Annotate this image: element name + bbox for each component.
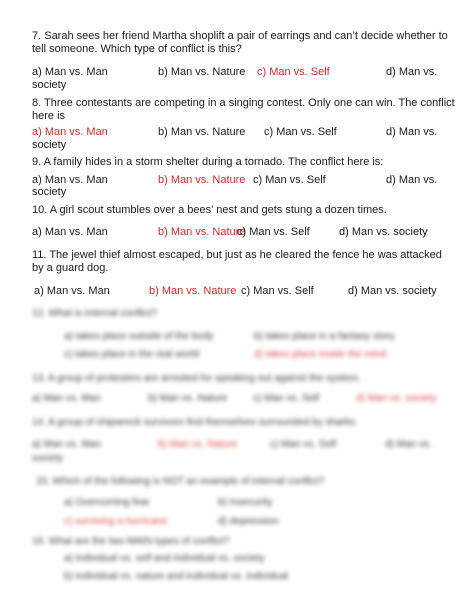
q8-text-line1: 8. Three contestants are competing in a singing contest. Only one can win. The conflict [32,97,455,109]
q9-text-line1: 9. A family hides in a storm shelter during a tornado. The conflict here is: [32,156,384,168]
q11-option-a: a) Man vs. Man [34,285,110,297]
q14-option-a: a) Man vs. Man [32,439,101,450]
q14-option-d: d) Man vs. [385,439,432,450]
q8-option-d-cont: society [32,139,67,151]
q7-option-a: a) Man vs. Man [32,66,108,78]
q7-option-d: d) Man vs. [386,66,438,78]
q11-option-b-answer: b) Man vs. Nature [149,285,237,297]
q12-text-line1: 12. What is internal conflict? [32,308,158,319]
q12-option-a: a) takes place outside of the body [64,331,214,342]
q9-option-d: d) Man vs. [386,174,438,186]
q11-text-line1: 11. The jewel thief almost escaped, but just as he cleared the fence he was attacked [32,249,442,261]
q16-text-line1: 16. What are the two MAIN types of conflict? [32,536,230,547]
q14-text-line1: 14. A group of shipwreck survivors find themselves surrounded by sharks. [32,417,358,428]
q15-option-a: a) Overcoming fear [64,497,150,508]
q7-option-d-cont: society [32,79,67,91]
q12-option-d-answer: d) takes place inside the mind [254,349,387,360]
q8-option-b: b) Man vs. Nature [158,126,246,138]
q13-option-b: b) Man vs. Nature [148,393,228,404]
q10-option-d: d) Man vs. society [339,226,428,238]
q14-option-c: c) Man vs. Self [270,439,337,450]
q7-option-c-answer: c) Man vs. Self [257,66,330,78]
q13-option-d-answer: d) Man vs. society [356,393,437,404]
q10-option-b-answer: b) Man vs. Nature [158,226,246,238]
q7-text-line2: tell someone. Which type of conflict is this? [32,43,242,55]
q10-option-a: a) Man vs. Man [32,226,108,238]
q15-option-b: b) Insecurity [218,497,273,508]
q15-option-c-answer: c) surviving a hurricane [64,516,168,527]
q14-option-b-answer: b) Man vs. Nature [158,439,238,450]
q13-text-line1: 13. A group of protesters are arrested for speaking out against the system. [32,373,361,384]
q11-option-c: c) Man vs. Self [241,285,314,297]
q16-option-b: b) individual vs. nature and individual vs. individual [64,571,289,582]
q10-option-c: c) Man vs. Self [237,226,310,238]
q12-option-b: b) takes place in a fantasy story [254,331,395,342]
q7-option-b: b) Man vs. Nature [158,66,246,78]
q8-option-a-answer: a) Man vs. Man [32,126,108,138]
q7-text-line1: 7. Sarah sees her friend Martha shoplift a pair of earrings and can’t decide whether to [32,30,448,42]
q10-text-line1: 10. A girl scout stumbles over a bees’ nest and gets stung a dozen times. [32,204,387,216]
q9-option-a: a) Man vs. Man [32,174,108,186]
q8-text-line2: here is [32,110,66,122]
q11-text-line2: by a guard dog. [32,262,109,274]
q13-option-a: a) Man vs. Man [32,393,101,404]
q13-option-c: c) Man vs. Self [253,393,320,404]
q15-text-line1: 15. Which of the following is NOT an example of internal conflict? [36,476,325,487]
q15-option-d: d) depression [218,516,279,527]
q11-option-d: d) Man vs. society [348,285,437,297]
q16-option-a: a) individual vs. self and individual vs. society [64,553,265,564]
q12-option-c: c) takes place in the real world [64,349,200,360]
q14-option-d-cont: society [32,453,64,464]
q8-option-d: d) Man vs. [386,126,438,138]
q9-option-b-answer: b) Man vs. Nature [158,174,246,186]
q8-option-c: c) Man vs. Self [264,126,337,138]
q9-option-c: c) Man vs. Self [253,174,326,186]
q9-option-d-cont: society [32,186,67,198]
